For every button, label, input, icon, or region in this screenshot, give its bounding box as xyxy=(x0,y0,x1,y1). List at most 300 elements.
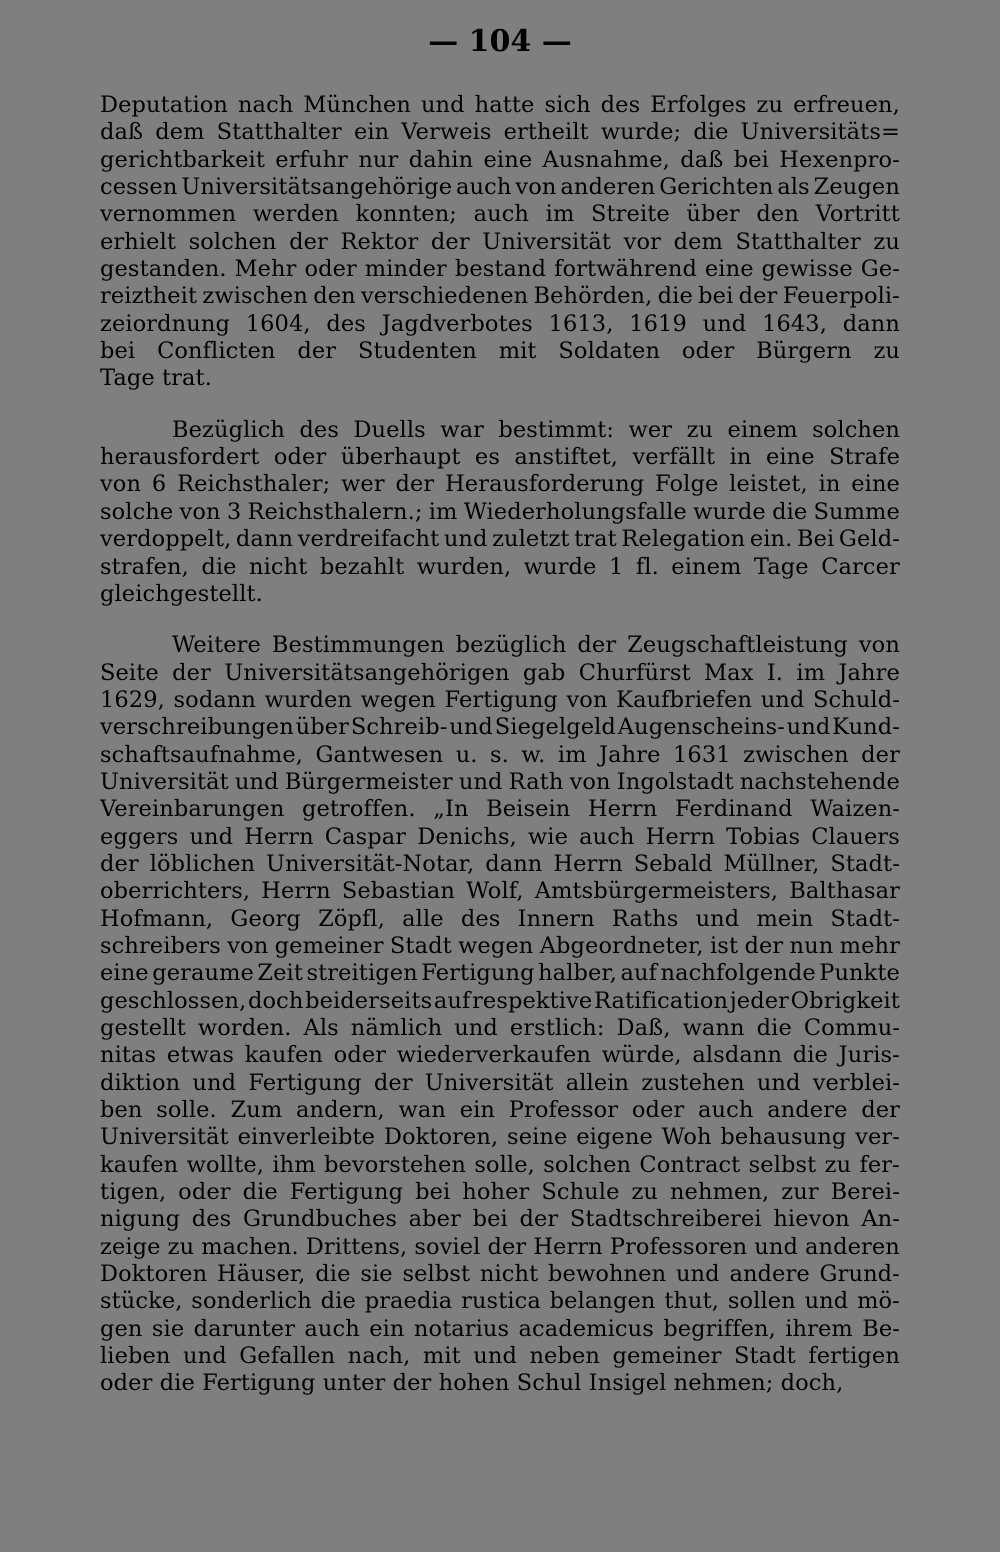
word: 1 xyxy=(608,553,624,580)
word: nach xyxy=(237,92,294,118)
word: bei xyxy=(415,1179,451,1206)
text-line xyxy=(100,824,900,851)
word: den xyxy=(313,283,356,310)
word: auch xyxy=(304,1315,360,1342)
word: Georg xyxy=(230,905,301,932)
word: Seite xyxy=(100,659,159,686)
word: zu xyxy=(686,416,714,443)
word: im xyxy=(428,498,458,525)
word: würde, xyxy=(601,1042,682,1069)
word: hievon xyxy=(773,1206,850,1233)
word: Herrn xyxy=(244,823,314,850)
word: rustica xyxy=(461,1288,541,1315)
word: verfällt xyxy=(632,444,716,471)
word: Herrn xyxy=(587,796,658,823)
word: dem xyxy=(673,228,723,255)
word: Ausnahme, xyxy=(542,146,670,173)
word: zeiordnung xyxy=(100,310,230,337)
word: gemeiner xyxy=(612,1343,722,1370)
word: notarius xyxy=(413,1315,510,1342)
word: einem xyxy=(671,553,742,580)
word: Häuser, xyxy=(216,1261,306,1288)
text-line xyxy=(100,660,900,687)
word: bestand xyxy=(454,256,547,283)
word: Amtsbürgermeisters, xyxy=(534,878,779,905)
word: selbst xyxy=(748,1151,817,1178)
word: eine xyxy=(851,471,900,498)
word: nigung xyxy=(100,1206,181,1233)
word: mein xyxy=(756,905,814,932)
text-line xyxy=(100,256,900,283)
word: ihm xyxy=(272,1151,316,1178)
word: Streite xyxy=(591,201,670,228)
word: solle, xyxy=(474,1151,535,1178)
word: Geld- xyxy=(838,526,900,553)
word: Folge xyxy=(655,471,719,498)
word: Erfolges xyxy=(650,92,747,118)
word: academicus xyxy=(518,1315,654,1342)
word: Stadtschreiberei xyxy=(569,1206,762,1233)
word: jeder xyxy=(729,987,789,1014)
word: des xyxy=(326,310,366,337)
word: Max xyxy=(704,659,754,686)
word: Grund- xyxy=(819,1261,900,1288)
word: der xyxy=(519,1206,559,1233)
text-line xyxy=(100,417,900,444)
word: der xyxy=(373,1069,413,1096)
word: wegen xyxy=(360,686,436,713)
word: die xyxy=(772,498,808,525)
word: dann xyxy=(485,850,543,877)
word: verdoppelt, xyxy=(100,526,232,553)
word: gemeiner xyxy=(274,932,384,959)
word: wiederverkaufen xyxy=(396,1042,591,1069)
word: wurden xyxy=(264,686,352,713)
word: gerichtbarkeit xyxy=(100,146,265,173)
word: hoher xyxy=(462,1179,530,1206)
word: zu xyxy=(873,338,900,365)
word: Gantwesen xyxy=(315,741,444,768)
word: im xyxy=(796,659,826,686)
word: Siegelgeld xyxy=(494,714,616,741)
word: Rath xyxy=(508,768,564,795)
word: Doktoren xyxy=(100,1261,208,1288)
text-line xyxy=(100,1343,900,1370)
word: alsdann xyxy=(692,1042,783,1069)
word: Feuerpoli- xyxy=(782,283,900,310)
word: sie xyxy=(151,1315,185,1342)
word: und xyxy=(695,905,740,932)
word: verblei- xyxy=(812,1069,900,1096)
text-line xyxy=(100,851,900,878)
word: solchen xyxy=(812,416,900,443)
word: der xyxy=(172,659,211,686)
text-line xyxy=(100,526,900,553)
word: eine xyxy=(100,960,149,987)
word: im xyxy=(545,201,575,228)
word: Sebald xyxy=(633,850,713,877)
word: solchen xyxy=(188,228,277,255)
word: über xyxy=(686,201,740,228)
word: nehmen, xyxy=(669,1179,770,1206)
word: minder xyxy=(364,256,447,283)
word: nämlich xyxy=(350,1015,443,1041)
word: Obrigkeit xyxy=(790,987,900,1014)
word: getroffen. xyxy=(301,796,416,823)
word: von xyxy=(179,498,221,525)
word: seine xyxy=(507,1124,568,1151)
word: Grundbuches xyxy=(242,1206,398,1233)
word: trat xyxy=(574,526,617,553)
word: und xyxy=(234,768,279,795)
word: mit xyxy=(498,338,537,365)
word: Universität-Notar, xyxy=(266,850,475,877)
text-line xyxy=(100,1124,900,1151)
word: andere xyxy=(729,1261,810,1288)
text-line xyxy=(100,201,900,228)
text-line xyxy=(100,174,900,201)
word: als xyxy=(777,174,810,201)
word: Hexenpro- xyxy=(779,146,900,173)
word: alle xyxy=(402,905,444,932)
word: schaftsaufnahme, xyxy=(100,741,304,768)
text-line xyxy=(100,229,900,256)
word: daß xyxy=(680,146,724,173)
word: nach, xyxy=(347,1343,411,1370)
word: des xyxy=(600,92,641,118)
word: Zeugschaftleistung xyxy=(627,632,848,659)
word: diktion xyxy=(100,1069,181,1096)
word: daß xyxy=(100,119,144,146)
word: geschlossen, xyxy=(100,987,247,1014)
text-line xyxy=(100,933,900,960)
word: Vortritt xyxy=(815,201,900,228)
word: Kund- xyxy=(832,714,900,741)
word: Commu- xyxy=(803,1015,900,1041)
word: auch xyxy=(473,201,530,228)
word: ein. xyxy=(749,526,793,553)
word: oder xyxy=(333,1042,387,1069)
word: stücke, xyxy=(100,1288,183,1315)
text-line xyxy=(100,311,900,338)
word: 1604, xyxy=(245,310,311,337)
word: erhielt xyxy=(100,228,177,255)
word: auch xyxy=(579,823,635,850)
word: Doktoren, xyxy=(383,1124,499,1151)
word: dann xyxy=(842,310,900,337)
word: belangen xyxy=(549,1288,656,1315)
word: geraume xyxy=(152,960,254,987)
word: von xyxy=(227,932,269,959)
word: mö- xyxy=(857,1288,900,1315)
word: oder xyxy=(681,338,735,365)
word: von xyxy=(569,768,611,795)
word: Ratification xyxy=(593,987,729,1014)
word: Soldaten xyxy=(558,338,661,365)
word: Reichsthalern.; xyxy=(247,498,423,525)
word: fertigen xyxy=(808,1343,900,1370)
word: allein xyxy=(565,1069,630,1096)
word: Stadt- xyxy=(830,905,900,932)
word: wer xyxy=(628,416,673,443)
word: die xyxy=(693,119,729,146)
word: leistet, xyxy=(729,471,808,498)
word: doch xyxy=(248,987,304,1014)
word: 6 xyxy=(151,471,167,498)
word: Ingolstadt xyxy=(616,768,734,795)
word: behausung xyxy=(720,1124,847,1151)
word: oder xyxy=(304,256,357,283)
word: wurde; xyxy=(600,119,682,146)
text-line xyxy=(100,1261,900,1288)
word: bezahlt xyxy=(319,553,405,580)
text-line: gleichgestellt. xyxy=(100,580,263,607)
word: andere xyxy=(767,1097,848,1124)
word: darunter xyxy=(193,1315,296,1342)
word: oder xyxy=(631,1097,685,1124)
word: nicht xyxy=(479,1261,539,1288)
word: Raths xyxy=(611,905,679,932)
word: der xyxy=(297,338,337,365)
word: Schuld- xyxy=(813,686,900,713)
word: fortwährend xyxy=(554,256,697,283)
word: wann xyxy=(682,1015,745,1041)
word: Zeugen xyxy=(813,174,900,201)
word: Jahre xyxy=(838,659,900,686)
word: und xyxy=(449,714,493,741)
text-line xyxy=(100,283,900,310)
word: sodann xyxy=(173,686,257,713)
word: Summe xyxy=(813,498,900,525)
text-line xyxy=(100,742,900,769)
word: bestimmt: xyxy=(498,416,615,443)
word: auch xyxy=(456,174,512,201)
word: praedia xyxy=(364,1288,453,1315)
word: Universitätsangehörige xyxy=(181,174,453,201)
word: erstlich: xyxy=(509,1015,605,1041)
word: wurden, xyxy=(416,553,512,580)
word: und xyxy=(754,1233,798,1260)
word: Gefallen xyxy=(239,1343,336,1370)
word: sie xyxy=(360,1261,393,1288)
word: wegen xyxy=(458,932,534,959)
text-line xyxy=(100,1234,900,1261)
word: Woh xyxy=(661,1124,712,1151)
word: dahin xyxy=(408,146,474,173)
text-line xyxy=(100,1070,900,1097)
word: andern, xyxy=(296,1097,385,1124)
word: erfuhr xyxy=(275,146,349,173)
word: der xyxy=(487,1233,527,1260)
word: lieben xyxy=(100,1343,171,1370)
word: eggers xyxy=(100,823,179,850)
text-line: Tage trat. xyxy=(100,365,212,392)
word: Jagdverbotes xyxy=(381,310,533,337)
word: Denichs, xyxy=(417,823,517,850)
word: Gerichten xyxy=(659,174,774,201)
word: bewohnen xyxy=(548,1261,667,1288)
word: selbst xyxy=(402,1261,471,1288)
word: des xyxy=(460,905,501,932)
paragraph-gap xyxy=(100,608,900,632)
word: der xyxy=(738,283,778,310)
word: bei xyxy=(100,338,136,365)
word: Contract xyxy=(639,1151,741,1178)
word: Wiederholungsfalle xyxy=(463,498,687,525)
word: und xyxy=(189,823,234,850)
word: und xyxy=(702,310,747,337)
word: oder xyxy=(178,1179,231,1206)
word: eine xyxy=(765,444,815,471)
word: Bestimmungen xyxy=(271,632,445,659)
word: wollte, xyxy=(186,1151,265,1178)
word: nitas xyxy=(100,1042,157,1069)
word: verschiedenen xyxy=(360,283,529,310)
word: ein xyxy=(459,1097,496,1124)
word: die xyxy=(201,553,237,580)
word: Kaufbriefen xyxy=(616,686,753,713)
word: wurde xyxy=(693,498,766,525)
word: und xyxy=(473,1343,517,1370)
word: gewisse xyxy=(761,256,853,283)
word: zu xyxy=(824,1151,852,1178)
text-line xyxy=(100,960,900,987)
word: Strafe xyxy=(829,444,900,471)
word: Herrn xyxy=(261,878,331,905)
word: Be- xyxy=(862,1315,900,1342)
word: Waizen- xyxy=(810,796,900,823)
word: Abgeordneter, xyxy=(539,932,704,959)
text-line xyxy=(100,906,900,933)
word: den xyxy=(756,201,799,228)
paragraph xyxy=(100,417,900,608)
word: gen xyxy=(100,1315,143,1342)
text-line xyxy=(100,147,900,174)
word: bei xyxy=(698,283,734,310)
word: Universitätsangehörigen xyxy=(224,659,510,686)
word: wer xyxy=(341,471,385,498)
word: Innern xyxy=(517,905,595,932)
text-line xyxy=(100,119,900,146)
word: vernommen xyxy=(100,201,237,228)
word: der xyxy=(861,1097,900,1124)
word: anderen xyxy=(805,1233,900,1260)
word: An- xyxy=(861,1206,900,1233)
word: bei xyxy=(472,1206,508,1233)
text-line: oder die Fertigung unter der hohen Schul Insigel nehmen; doch, xyxy=(100,1370,844,1397)
word: die xyxy=(657,283,693,310)
word: „In xyxy=(433,796,469,823)
word: Universitäts= xyxy=(740,119,900,146)
text-line xyxy=(100,92,900,119)
word: thut, xyxy=(664,1288,720,1315)
text-line xyxy=(100,1152,900,1179)
word: wan xyxy=(398,1097,446,1124)
word: kaufen xyxy=(244,1042,323,1069)
text-line xyxy=(100,471,900,498)
word: bei xyxy=(733,146,769,173)
word: ein xyxy=(369,1315,405,1342)
word: streitigen xyxy=(306,960,418,987)
word: u. xyxy=(455,741,478,768)
word: Universität xyxy=(100,768,229,795)
word: und xyxy=(675,1261,720,1288)
word: mit xyxy=(422,1343,461,1370)
word: neben xyxy=(529,1343,600,1370)
text-line xyxy=(100,1179,900,1206)
word: Drittens, xyxy=(305,1233,408,1260)
text-line xyxy=(100,714,900,741)
word: im xyxy=(557,741,587,768)
word: und xyxy=(454,1015,498,1041)
word: s. xyxy=(490,741,509,768)
word: ben xyxy=(100,1097,143,1124)
word: gestellt xyxy=(100,1015,186,1041)
word: aber xyxy=(408,1206,461,1233)
word: des xyxy=(191,1206,232,1233)
word: Juris- xyxy=(838,1042,900,1069)
word: Beisein xyxy=(486,796,571,823)
word: Wolf, xyxy=(466,878,524,905)
word: eine xyxy=(483,146,533,173)
paragraph-gap xyxy=(100,393,900,417)
word: auf xyxy=(433,987,471,1014)
word: Deputation xyxy=(100,92,228,118)
word: Statthalter xyxy=(735,228,861,255)
word: über xyxy=(295,714,349,741)
word: und xyxy=(760,686,805,713)
word: nun xyxy=(789,932,834,959)
word: von xyxy=(100,471,142,498)
word: ihrem xyxy=(785,1315,853,1342)
word: oberrichters, xyxy=(100,878,251,905)
word: 1629, xyxy=(100,686,165,713)
word: und xyxy=(192,1069,237,1096)
book-page xyxy=(100,20,900,1398)
word: überhaupt xyxy=(340,444,461,471)
word: Zum xyxy=(230,1097,283,1124)
word: und xyxy=(183,1343,227,1370)
word: und xyxy=(458,768,503,795)
paragraph xyxy=(100,92,900,393)
word: nicht xyxy=(249,553,308,580)
word: Fertigung xyxy=(248,1069,362,1096)
word: Fertigung xyxy=(444,686,558,713)
word: fer- xyxy=(859,1151,900,1178)
word: konnten; xyxy=(355,201,457,228)
word: Stadt xyxy=(733,1343,796,1370)
word: erfreuen, xyxy=(793,92,900,118)
word: tigen, xyxy=(100,1179,167,1206)
word: Statthalter xyxy=(216,119,342,146)
text-line xyxy=(100,1316,900,1343)
word: die xyxy=(320,1288,356,1315)
word: gestanden. xyxy=(100,256,227,283)
word: 1613, xyxy=(548,310,614,337)
word: Professor xyxy=(508,1097,619,1124)
paragraph xyxy=(100,632,900,1398)
word: Verweis xyxy=(401,119,492,146)
word: war xyxy=(440,416,484,443)
word: verdreifacht xyxy=(297,526,440,553)
word: nachfolgende xyxy=(660,960,816,987)
word: zustehen xyxy=(641,1069,745,1096)
word: Mehr xyxy=(234,256,297,283)
word: sonderlich xyxy=(191,1288,312,1315)
text-line xyxy=(100,988,900,1015)
word: halber, xyxy=(538,960,618,987)
word: ist xyxy=(710,932,739,959)
